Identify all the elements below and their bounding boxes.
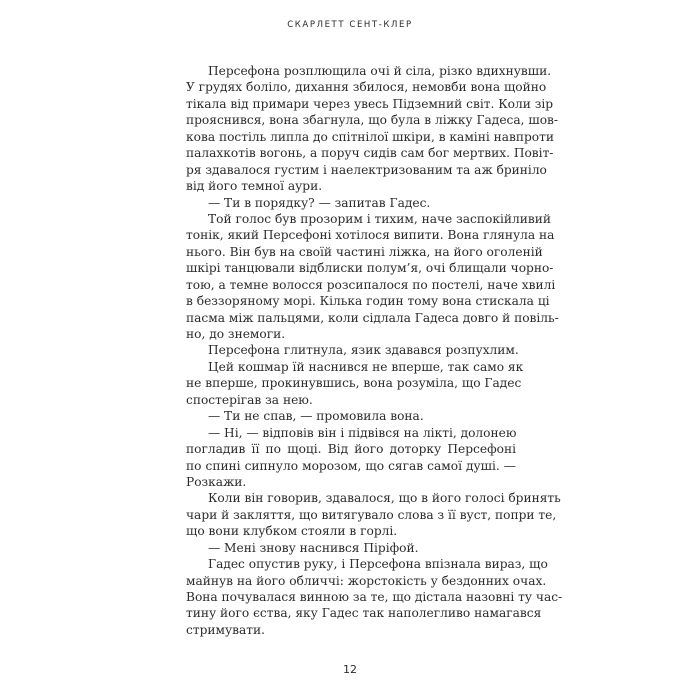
text-line: — Ні, — відповів він і підвівся на лікті, долонею	[208, 425, 517, 440]
text-line: тою, а темне волосся розсипалося по постелі, наче хвилі	[186, 277, 556, 292]
text-line: прояснився, вона збагнула, що була в ліжку Гадеса, шов-	[186, 113, 559, 128]
page-number: 12	[343, 663, 357, 676]
text-line: Той голос був прозорим і тихим, наче заспокійливий	[208, 211, 551, 226]
text-line: Вона почувалася винною за те, що дістала назовні ту час-	[186, 590, 563, 604]
text-line: Персефона глитнула, язик здавався розпухлим.	[208, 343, 519, 358]
text-line: пасма між пальцями, коли сідлала Гадеса довго й повіль-	[186, 310, 559, 325]
text-line: Коли він говорив, здавалося, що в його голосі бринять	[208, 491, 561, 506]
text-line: в беззоряному морі. Кілька годин тому вона стискала ці	[186, 294, 550, 309]
text-line: — Ти в порядку? — запитав Гадес.	[208, 195, 431, 210]
text-line: тікала від примари через увесь Підземний світ. Коли зір	[186, 96, 554, 111]
running-head: СКАРЛЕТТ СЕНТ-КЛЕР	[287, 20, 413, 30]
text-line: нього. Він був на своїй частині ліжка, на його оголеній	[186, 244, 543, 259]
text-line: по спині сипнуло морозом, що сягав самої душі. —	[186, 458, 516, 473]
text-line: що вони клубком стояли в горлі.	[186, 524, 398, 539]
text-line: Персефона розплющила очі й сіла, різко вдихнувши.	[208, 64, 552, 78]
text-line: ря здавалося густим і наелектризованим та аж бриніло	[186, 162, 547, 177]
text-line: стримувати.	[186, 622, 266, 637]
text-line: Розкажи.	[186, 474, 247, 489]
text-line: палахкотів вогонь, а поруч сидів сам бог мертвих. Повіт-	[186, 146, 554, 161]
text-line: — Мені знову наснився Піріфой.	[208, 540, 419, 555]
text-line: тонік, який Персефоні хотілося випити. Вона глянула на	[186, 228, 555, 243]
text-line: майнув на його обличчі: жорстокість у бездонних очах.	[186, 573, 547, 588]
text-line: погладив її по щоці. Від його доторку Персефоні	[186, 442, 516, 457]
text-line: від його темної аури.	[186, 179, 323, 194]
text-line: шкірі танцювали відблиски полум’я, очі блищали чорно-	[186, 261, 554, 276]
text-line: тину його єства, яку Гадес так наполегливо намагався	[186, 606, 542, 621]
text-line: Цей кошмар їй наснився не вперше, так само як	[208, 359, 524, 374]
text-line: спостерігав за нею.	[186, 392, 313, 407]
text-line: — Ти не спав, — промовила вона.	[208, 409, 424, 424]
text-line: кова постіль липла до спітнілої шкіри, в каміні навпроти	[186, 129, 554, 144]
body-text	[186, 63, 563, 638]
text-line: Гадес опустив руку, і Персефона впізнала вираз, що	[208, 557, 548, 572]
text-line: не вперше, прокинувшись, вона розуміла, що Гадес	[186, 376, 522, 391]
text-line: чари й закляття, що витягувало слова з її вуст, попри те,	[186, 507, 557, 522]
text-line: но, до знемоги.	[186, 327, 286, 341]
text-line: У грудях боліло, дихання збилося, немовби вона щойно	[186, 80, 547, 95]
